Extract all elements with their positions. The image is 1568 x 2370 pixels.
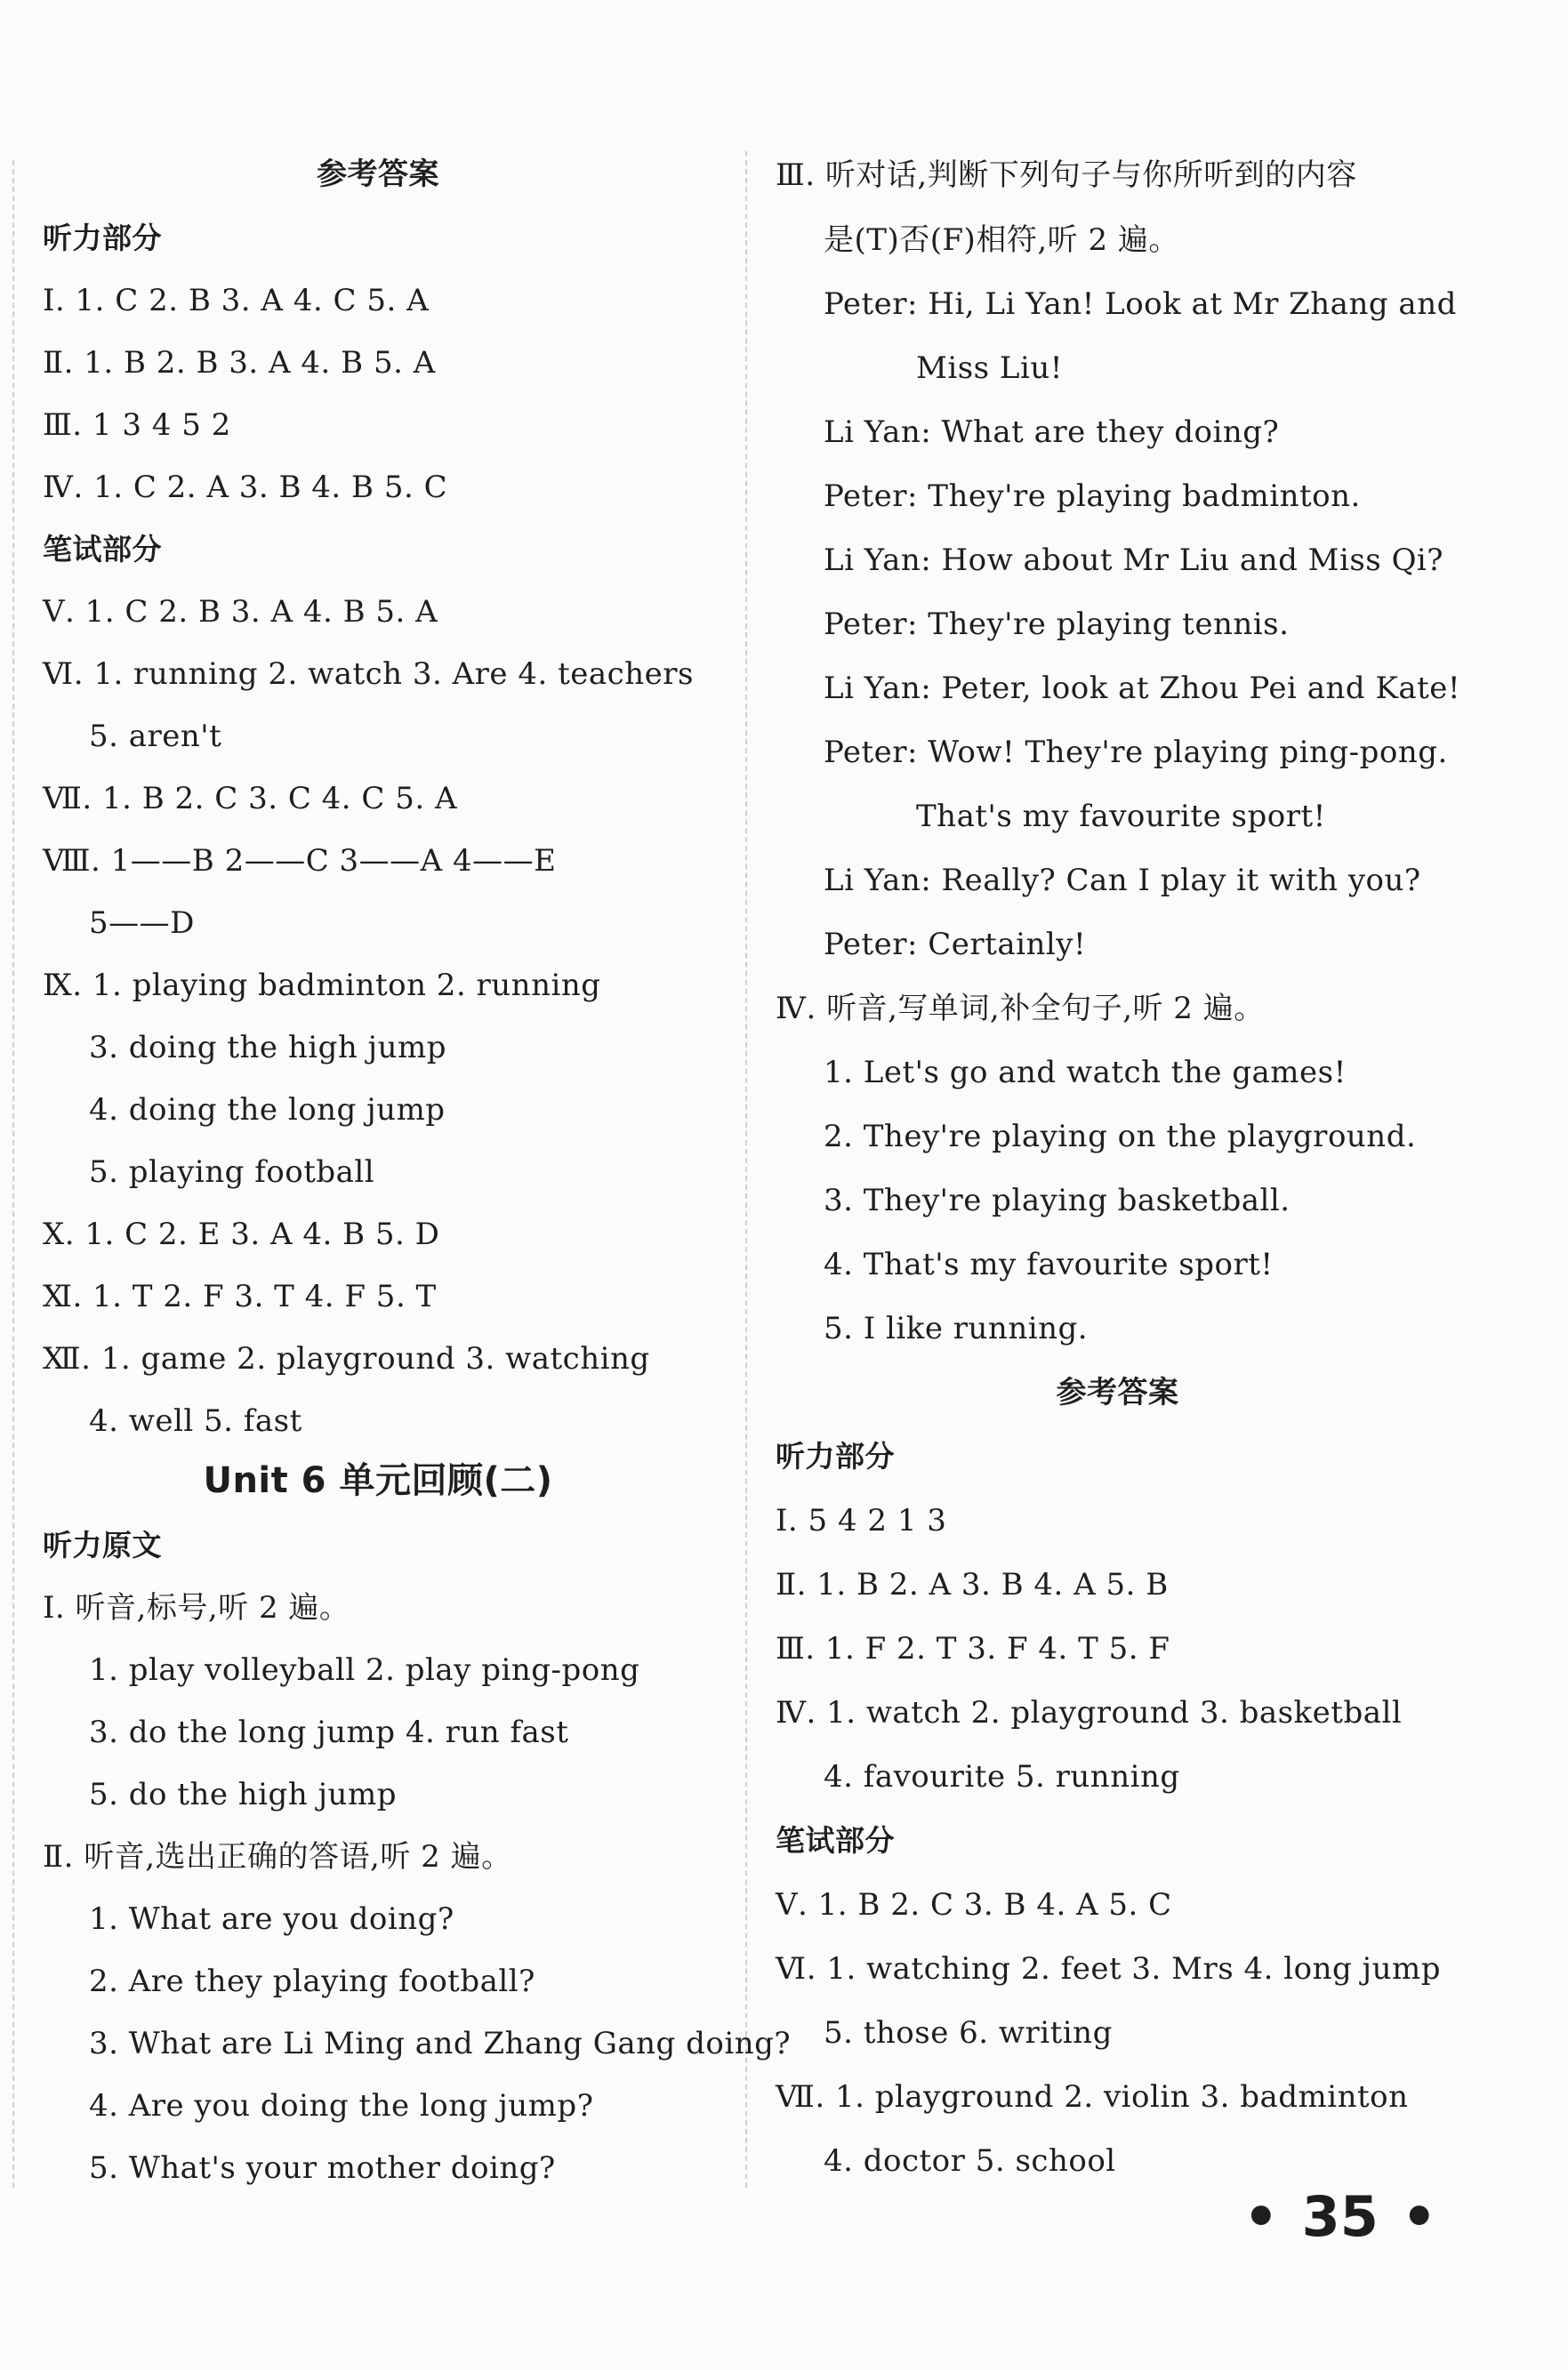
right-text-line: Peter: Certainly! <box>824 927 1087 962</box>
right-text-line: Ⅲ. 听对话,判断下列句子与你所听到的内容 <box>776 157 1357 193</box>
left-text-line: 3. do the long jump 4. run fast <box>89 1715 569 1750</box>
right-answer-key-title: 参考答案 <box>1056 1375 1179 1410</box>
right-text-line: Peter: Hi, Li Yan! Look at Mr Zhang and <box>824 286 1457 322</box>
right-text-line: 是(T)否(F)相符,听 2 遍。 <box>824 222 1179 258</box>
left-answer-key-title: 参考答案 <box>317 157 439 192</box>
left-text-line: Ⅹ. 1. C 2. E 3. A 4. B 5. D <box>43 1217 440 1252</box>
right-section-heading: 听力部分 <box>776 1439 895 1474</box>
right-text-line: 5. those 6. writing <box>824 2015 1113 2051</box>
left-section-heading: 听力原文 <box>43 1528 162 1563</box>
right-text-line: 4. That's my favourite sport! <box>824 1247 1274 1282</box>
right-text-line: Ⅳ. 听音,写单词,补全句子,听 2 遍。 <box>776 991 1265 1026</box>
left-text-line: 4. doing the long jump <box>89 1092 446 1128</box>
left-text-line: Ⅱ. 1. B 2. B 3. A 4. B 5. A <box>43 345 436 381</box>
left-text-line: Ⅱ. 听音,选出正确的答语,听 2 遍。 <box>43 1839 512 1875</box>
left-margin-rule <box>12 160 14 2188</box>
right-text-line: 3. They're playing basketball. <box>824 1183 1291 1218</box>
left-text-line: 3. What are Li Ming and Zhang Gang doing? <box>89 2026 792 2061</box>
right-section-heading: 笔试部分 <box>776 1823 895 1858</box>
right-text-line: Li Yan: Really? Can I play it with you? <box>824 863 1421 898</box>
left-text-line: 4. well 5. fast <box>89 1403 302 1439</box>
right-text-line: Li Yan: Peter, look at Zhou Pei and Kate! <box>824 671 1461 706</box>
left-section-heading: 听力部分 <box>43 221 162 255</box>
left-unit-title: Unit 6 单元回顾(二) <box>203 1460 553 1501</box>
left-text-line: Ⅵ. 1. running 2. watch 3. Are 4. teachers <box>43 656 694 692</box>
left-text-line: 1. What are you doing? <box>89 1901 454 1937</box>
left-text-line: 4. Are you doing the long jump? <box>89 2088 594 2124</box>
left-text-line: 5. aren't <box>89 719 222 754</box>
left-section-heading: 笔试部分 <box>43 532 162 566</box>
left-text-line: Ⅲ. 1 3 4 5 2 <box>43 407 231 443</box>
left-text-line: Ⅻ. 1. game 2. playground 3. watching <box>43 1341 650 1377</box>
right-text-line: 5. I like running. <box>824 1311 1089 1346</box>
right-text-line: Ⅰ. 5 4 2 1 3 <box>776 1503 947 1538</box>
left-text-line: Ⅰ. 听音,标号,听 2 遍。 <box>43 1590 350 1626</box>
left-text-line: 5. playing football <box>89 1154 375 1190</box>
right-text-line: Ⅳ. 1. watch 2. playground 3. basketball <box>776 1695 1403 1731</box>
left-text-line: Ⅺ. 1. T 2. F 3. T 4. F 5. T <box>43 1279 437 1314</box>
page-number-value: 35 <box>1301 2184 1379 2249</box>
right-text-line: 1. Let's go and watch the games! <box>824 1055 1347 1090</box>
left-text-line: 3. doing the high jump <box>89 1030 446 1065</box>
right-text-line: Ⅵ. 1. watching 2. feet 3. Mrs 4. long jump <box>776 1951 1441 1987</box>
right-text-line: Ⅱ. 1. B 2. A 3. B 4. A 5. B <box>776 1567 1169 1603</box>
left-text-line: Ⅶ. 1. B 2. C 3. C 4. C 5. A <box>43 781 458 816</box>
right-text-line: Ⅶ. 1. playground 2. violin 3. badminton <box>776 2079 1409 2115</box>
right-text-line: That's my favourite sport! <box>916 799 1326 834</box>
right-text-line: Ⅲ. 1. F 2. T 3. F 4. T 5. F <box>776 1631 1170 1667</box>
left-text-line: 5. What's your mother doing? <box>89 2150 556 2186</box>
column-divider <box>745 151 747 2188</box>
page-number: • 35 • <box>1243 2184 1437 2249</box>
right-text-line: Peter: They're playing badminton. <box>824 478 1361 514</box>
right-text-line: 2. They're playing on the playground. <box>824 1119 1417 1154</box>
right-text-line: Li Yan: What are they doing? <box>824 414 1280 450</box>
right-text-line: 4. favourite 5. running <box>824 1759 1180 1795</box>
left-text-line: Ⅷ. 1——B 2——C 3——A 4——E <box>43 843 557 879</box>
right-text-line: Peter: They're playing tennis. <box>824 607 1290 642</box>
left-text-line: Ⅰ. 1. C 2. B 3. A 4. C 5. A <box>43 283 430 318</box>
right-text-line: Miss Liu! <box>916 350 1063 386</box>
right-text-line: Li Yan: How about Mr Liu and Miss Qi? <box>824 542 1444 578</box>
right-text-line: Peter: Wow! They're playing ping-pong. <box>824 735 1448 770</box>
left-text-line: Ⅸ. 1. playing badminton 2. running <box>43 968 601 1003</box>
left-text-line: 1. play volleyball 2. play ping-pong <box>89 1652 640 1688</box>
left-text-line: 5——D <box>89 905 195 941</box>
left-text-line: 2. Are they playing football? <box>89 1964 535 1999</box>
right-text-line: Ⅴ. 1. B 2. C 3. B 4. A 5. C <box>776 1887 1172 1923</box>
left-text-line: 5. do the high jump <box>89 1777 397 1812</box>
left-text-line: Ⅳ. 1. C 2. A 3. B 4. B 5. C <box>43 470 448 505</box>
right-text-line: 4. doctor 5. school <box>824 2143 1116 2179</box>
left-text-line: Ⅴ. 1. C 2. B 3. A 4. B 5. A <box>43 594 438 630</box>
